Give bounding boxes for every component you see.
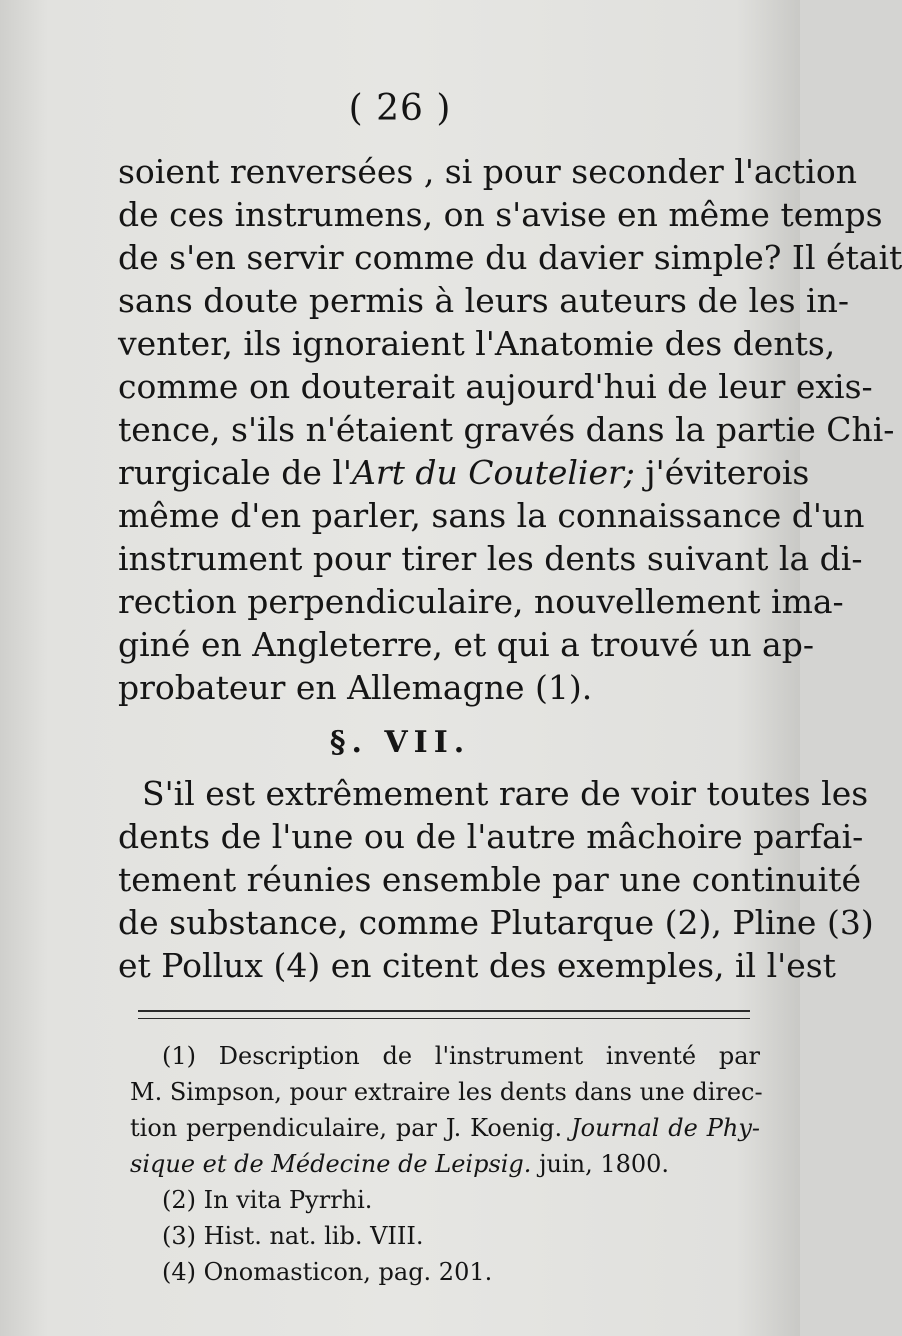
footnote-3: (3) Hist. nat. lib. VIII. (162, 1222, 424, 1250)
footnote-1-cont (130, 1146, 760, 1182)
text-line: et Pollux (4) en citent des exemples, il l'est (118, 946, 836, 985)
text-line: comme on douterait aujourd'hui de leur exis- (118, 367, 873, 406)
text-line: tement réunies ensemble par une continuité (118, 860, 862, 899)
footnote-rule (138, 1010, 750, 1012)
text-line: de substance, comme Plutarque (2), Pline (3) (118, 903, 874, 942)
text-line (118, 451, 810, 494)
page-number: ( 26 ) (348, 88, 452, 129)
section-heading: §. VII. (329, 725, 471, 760)
text-fragment: juin, 1800. (531, 1150, 670, 1178)
text-line: rection perpendiculaire, nouvellement ima- (118, 582, 844, 621)
text-line: sans doute permis à leurs auteurs de les in- (118, 281, 849, 320)
italic-journal: sique et de Médecine de Leipsig. (130, 1150, 532, 1178)
footnote-4: (4) Onomasticon, pag. 201. (162, 1258, 493, 1286)
text-line: soient renversées , si pour seconder l'action (118, 152, 857, 191)
text-line: giné en Angleterre, et qui a trouvé un ap- (118, 625, 814, 664)
italic-journal: Journal de Phy- (562, 1114, 760, 1142)
text-line: instrument pour tirer les dents suivant la di- (118, 539, 863, 578)
footnote-2: (2) In vita Pyrrhi. (162, 1186, 373, 1214)
italic-title: Art du Coutelier; (351, 453, 635, 492)
footnote-rule-thin (138, 1018, 750, 1019)
footnote-1-cont: M. Simpson, pour extraire les dents dans une direc- (130, 1078, 763, 1106)
text-line: même d'en parler, sans la connaissance d'un (118, 496, 865, 535)
text-line: tence, s'ils n'étaient gravés dans la partie Chi- (118, 410, 895, 449)
text-line: de s'en servir comme du davier simple? Il était (118, 238, 902, 277)
footnote-1-cont (130, 1110, 760, 1146)
text-fragment: j'éviterois (634, 453, 810, 492)
text-line: dents de l'une ou de l'autre mâchoire parfai- (118, 817, 864, 856)
paragraph-1 (118, 150, 902, 709)
text-line: S'il est extrêmement rare de voir toutes les (142, 774, 869, 813)
paragraph-2 (118, 772, 874, 987)
footnote-1: (1) Description de l'instrument inventé par (162, 1042, 760, 1070)
text-line: probateur en Allemagne (1). (118, 668, 593, 707)
text-fragment: tion perpendiculaire, par J. Koenig. (130, 1114, 563, 1142)
footnotes (130, 1038, 763, 1290)
text-line: de ces instrumens, on s'avise en même temps (118, 195, 883, 234)
text-fragment: rurgicale de l' (118, 453, 352, 492)
text-line: venter, ils ignoraient l'Anatomie des dents, (118, 324, 836, 363)
